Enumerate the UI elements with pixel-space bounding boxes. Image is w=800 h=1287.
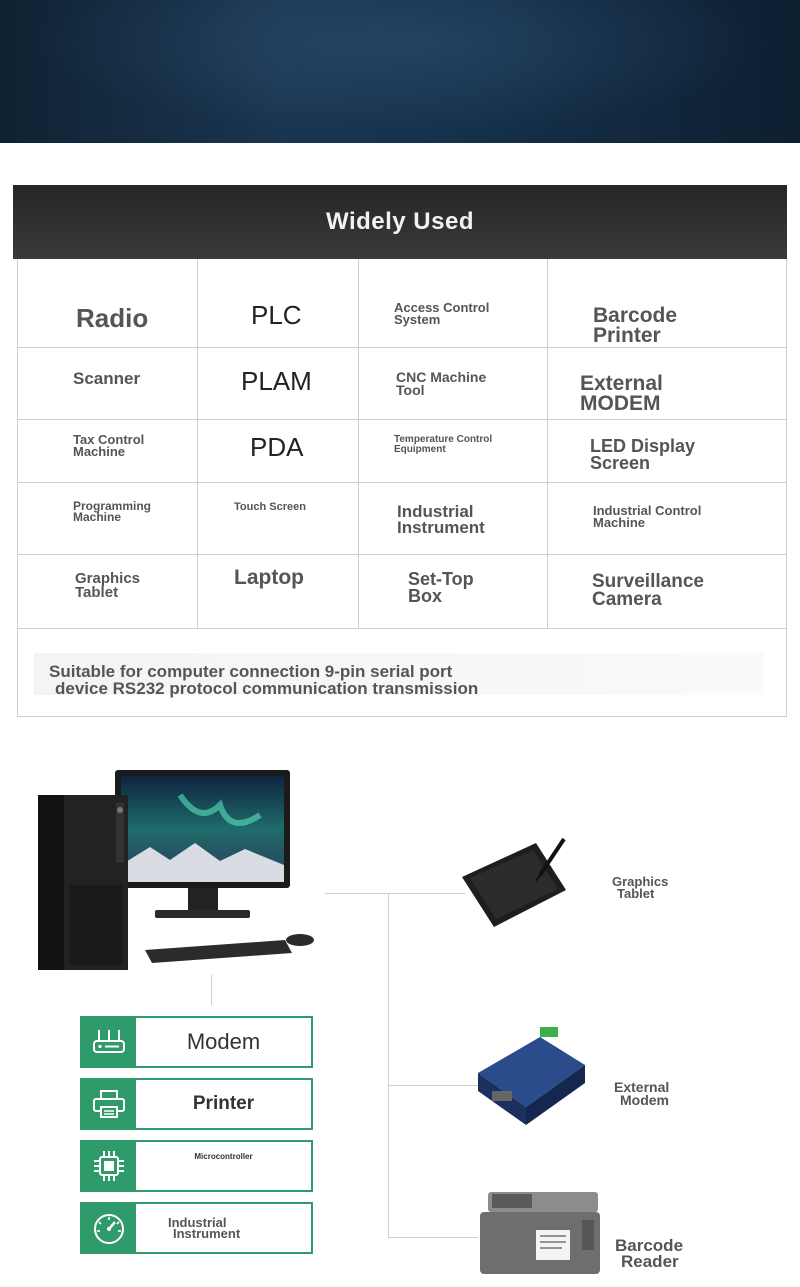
- widely-used-banner: [13, 185, 787, 259]
- grid-cell: Barcode Printer: [593, 304, 678, 347]
- note-line-1: Suitable for computer connection 9-pin serial port: [49, 662, 453, 681]
- banner-title: Widely Used: [326, 208, 474, 235]
- external-modem-illustration: [470, 1025, 590, 1130]
- graphics-tablet-label: [612, 876, 668, 901]
- printer-icon: [82, 1080, 136, 1128]
- grid-cell: Radio: [76, 303, 149, 333]
- grid-cell: Programming Machine: [73, 499, 152, 525]
- graphics-tablet-label-1: Graphics: [612, 874, 669, 889]
- connector-line: [388, 1237, 478, 1238]
- grid-cell: Industrial Control Machine: [593, 503, 702, 531]
- grid-cell: PDA: [250, 432, 304, 462]
- grid-cell: PLC: [251, 300, 302, 330]
- grid-cell: PLAM: [241, 366, 312, 396]
- grid-cell: Temperature Control Equipment: [394, 434, 493, 455]
- industrial-label-line-1: Industrial: [168, 1214, 227, 1230]
- grid-cell: Laptop: [234, 566, 304, 589]
- grid-cell: Graphics Tablet: [75, 570, 141, 602]
- grid-cell: Touch Screen: [234, 501, 306, 513]
- note-line-2: device RS232 protocol communication transmission: [55, 679, 479, 698]
- barcode-reader-label-1: Barcode: [615, 1236, 684, 1255]
- grid-cell: CNC Machine Tool: [396, 369, 487, 399]
- chip-icon: [82, 1142, 136, 1190]
- barcode-reader-label: [615, 1238, 683, 1270]
- external-modem-label-2: Modem: [620, 1092, 669, 1109]
- external-modem-label: [614, 1081, 669, 1108]
- grid-cell: External MODEM: [580, 372, 663, 415]
- compatibility-note: [34, 653, 764, 698]
- gauge-icon: [82, 1204, 136, 1252]
- external-modem-label-1: External: [614, 1079, 670, 1095]
- connector-line: [388, 893, 389, 1237]
- printer-device-box: [80, 1078, 313, 1130]
- connector-line: [325, 893, 465, 894]
- grid-cell: LED Display Screen: [590, 436, 696, 474]
- grid-cell: Scanner: [73, 369, 141, 388]
- modem-icon: [82, 1018, 136, 1066]
- computer-illustration: [30, 765, 325, 975]
- grid-cell: Access Control System: [394, 300, 490, 328]
- modem-device-box: [80, 1016, 313, 1068]
- barcode-reader-label-2: Reader: [621, 1252, 679, 1272]
- industrial-label-line-2: Instrument: [173, 1226, 241, 1241]
- microcontroller-label: Microcontroller: [194, 1152, 253, 1161]
- connector-line: [211, 975, 212, 1005]
- grid-cell: Tax Control Machine: [73, 432, 145, 460]
- industrial-instrument-device-box: [80, 1202, 313, 1254]
- grid-cell: Industrial Instrument: [397, 502, 485, 538]
- graphics-tablet-label-2: Tablet: [617, 886, 655, 902]
- modem-label: Modem: [186, 1029, 261, 1054]
- grid-cell: Surveillance Camera: [592, 571, 704, 611]
- microcontroller-device-box: [80, 1140, 313, 1192]
- usage-grid: [17, 259, 787, 717]
- hero-banner-image: [0, 0, 800, 143]
- grid-cell: Set-Top Box: [408, 569, 474, 607]
- barcode-reader-illustration: [478, 1190, 603, 1280]
- printer-label: Printer: [192, 1093, 255, 1114]
- graphics-tablet-illustration: [458, 835, 573, 935]
- connector-line: [388, 1085, 478, 1086]
